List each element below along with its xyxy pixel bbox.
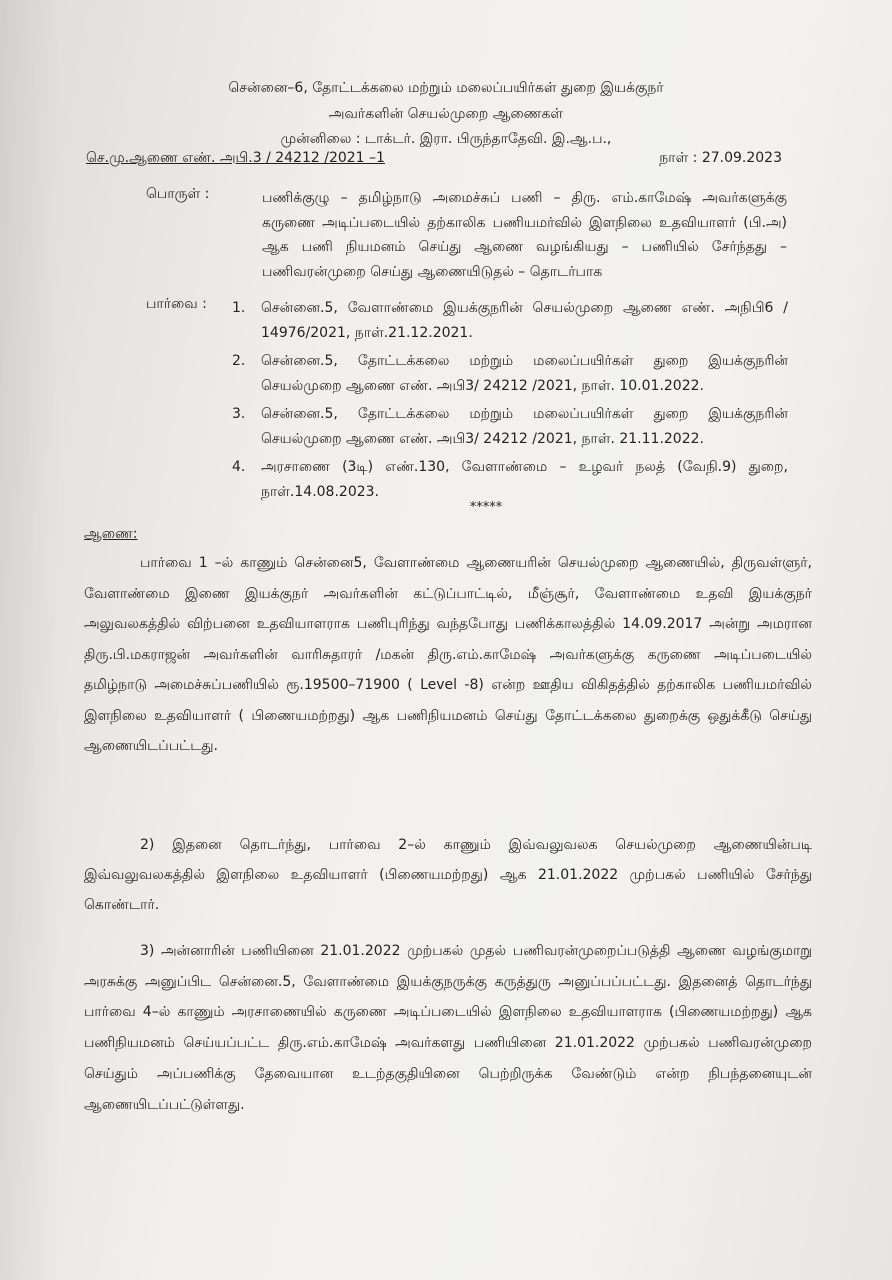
order-number: செ.மு.ஆணை எண். அபி.3 / 24212 /2021 –1	[86, 150, 385, 166]
reference-text: சென்னை.5, தோட்டக்கலை மற்றும் மலைப்பயிர்கள் துறை இயக்குநரின் செயல்முறை ஆணை எண். அபி3/ 24212 /2021, நாள். 10.01.2022.	[261, 353, 788, 394]
references-list	[232, 296, 788, 508]
header-office-line: சென்னை–6, தோட்டக்கலை மற்றும் மலைப்பயிர்கள் துறை இயக்குநர்	[228, 80, 664, 96]
order-paragraph-2	[84, 830, 812, 920]
subject-label: பொருள் :	[146, 186, 210, 202]
reference-item	[232, 296, 788, 345]
paragraph-text: 3) அன்னாரின் பணியினை 21.01.2022 முற்பகல் முதல் பணிவரன்முறைப்படுத்தி ஆணை வழங்குமாறு அரசுக்கு அனுப்பிட சென்னை.5, வேளாண்மை இயக்குநருக்கு கருத்துரு அனுப்பப்பட்டது. இதனைத் தொடர்ந்து பார்வை 4–ல் காணும் அரசாணையில் கருணை அடிப்படையில் இளநிலை உதவியாளராக (பிணையமற்றது) ஆக பணிநியமனம் செய்யப்பட்ட திரு.எம்.காமேஷ் அவர்களது பணியினை 21.01.2022 முற்பகல் பணிவரன்முறை செய்தும் அப்பணிக்கு தேவையான உடற்தகுதியினை பெற்றிருக்க வேண்டும் என்ற நிபந்தனையுடன் ஆணையிடப்பட்டுள்ளது.	[84, 943, 812, 1113]
reference-item	[232, 349, 788, 398]
order-paragraph-1	[84, 548, 812, 762]
header-presence-line: முன்னிலை : டாக்டர். இரா. பிருந்தாதேவி. இ.ஆ.ப.,	[280, 131, 612, 147]
header-proceedings-line: அவர்களின் செயல்முறை ஆணைகள்	[328, 106, 564, 122]
subject-text: பணிக்குழு – தமிழ்நாடு அமைச்சுப் பணி – திரு. எம்.காமேஷ் அவர்களுக்கு கருணை அடிப்படையில் தற்காலிக பணியமர்வில் இளநிலை உதவியாளர் (பி.அ) ஆக பணி நியமனம் செய்து ஆணை வழங்கியது – பணியில் சேர்ந்தது – பணிவரன்முறை செய்து ஆணையிடுதல் – தொடர்பாக	[262, 190, 787, 280]
section-separator: *****	[469, 500, 503, 515]
paragraph-text: 2) இதனை தொடர்ந்து, பார்வை 2–ல் காணும் இவ்வலுவலக செயல்முறை ஆணையின்படி இவ்வலுவலகத்தில் இளநிலை உதவியாளர் (பிணையமற்றது) ஆக 21.01.2022 முற்பகல் பணியில் சேர்ந்து கொண்டார்.	[84, 837, 812, 913]
reference-line	[86, 150, 782, 168]
reference-number: 4.	[232, 459, 246, 475]
reference-item	[232, 455, 788, 504]
reference-text: அரசாணை (3டி) எண்.130, வேளாண்மை – உழவர் நலத் (வேநி.9) துறை, நாள்.14.08.2023.	[261, 459, 788, 500]
reference-number: 2.	[232, 353, 246, 369]
reference-item	[232, 402, 788, 451]
reference-number: 1.	[232, 300, 246, 316]
order-heading: ஆணை:	[84, 526, 138, 542]
order-paragraph-3	[84, 936, 812, 1120]
order-date: நாள் : 27.09.2023	[659, 150, 782, 166]
references-label: பார்வை :	[146, 296, 207, 312]
reference-text: சென்னை.5, தோட்டக்கலை மற்றும் மலைப்பயிர்கள் துறை இயக்குநரின் செயல்முறை ஆணை எண். அபி3/ 24212 /2021, நாள். 21.11.2022.	[261, 406, 788, 447]
page-edge-shadow	[0, 0, 60, 1280]
paragraph-text: பார்வை 1 –ல் காணும் சென்னை5, வேளாண்மை ஆணையரின் செயல்முறை ஆணையில், திருவள்ளுர், வேளாண்மை இணை இயக்குநர் அவர்களின் கட்டுப்பாட்டில், மீஞ்சூர், வேளாண்மை உதவி இயக்குநர் அலுவலகத்தில் விற்பனை உதவியாளராக பணிபுரிந்து வந்தபோது பணிக்காலத்தில் 14.09.2017 அன்று அமரான திரு.பி.மகராஜன் அவர்களின் வாரிசுதாரர் /மகன் திரு.எம்.காமேஷ் அவர்களுக்கு கருணை அடிப்படையில் தமிழ்நாடு அமைச்சுப்பணியில் ரூ.19500–71900 ( Level -8) என்ற ஊதிய விகிதத்தில் தற்காலிக பணியமர்வில் இளநிலை உதவியாளர் ( பிணையமற்றது) ஆக பணிநியமனம் செய்து தோட்டக்கலை துறைக்கு ஒதுக்கீடு செய்து ஆணையிடப்பட்டது.	[84, 555, 812, 754]
reference-number: 3.	[232, 406, 246, 422]
reference-text: சென்னை.5, வேளாண்மை இயக்குநரின் செயல்முறை ஆணை எண். அநிபி6 / 14976/2021, நாள்.21.12.2021.	[261, 300, 788, 341]
